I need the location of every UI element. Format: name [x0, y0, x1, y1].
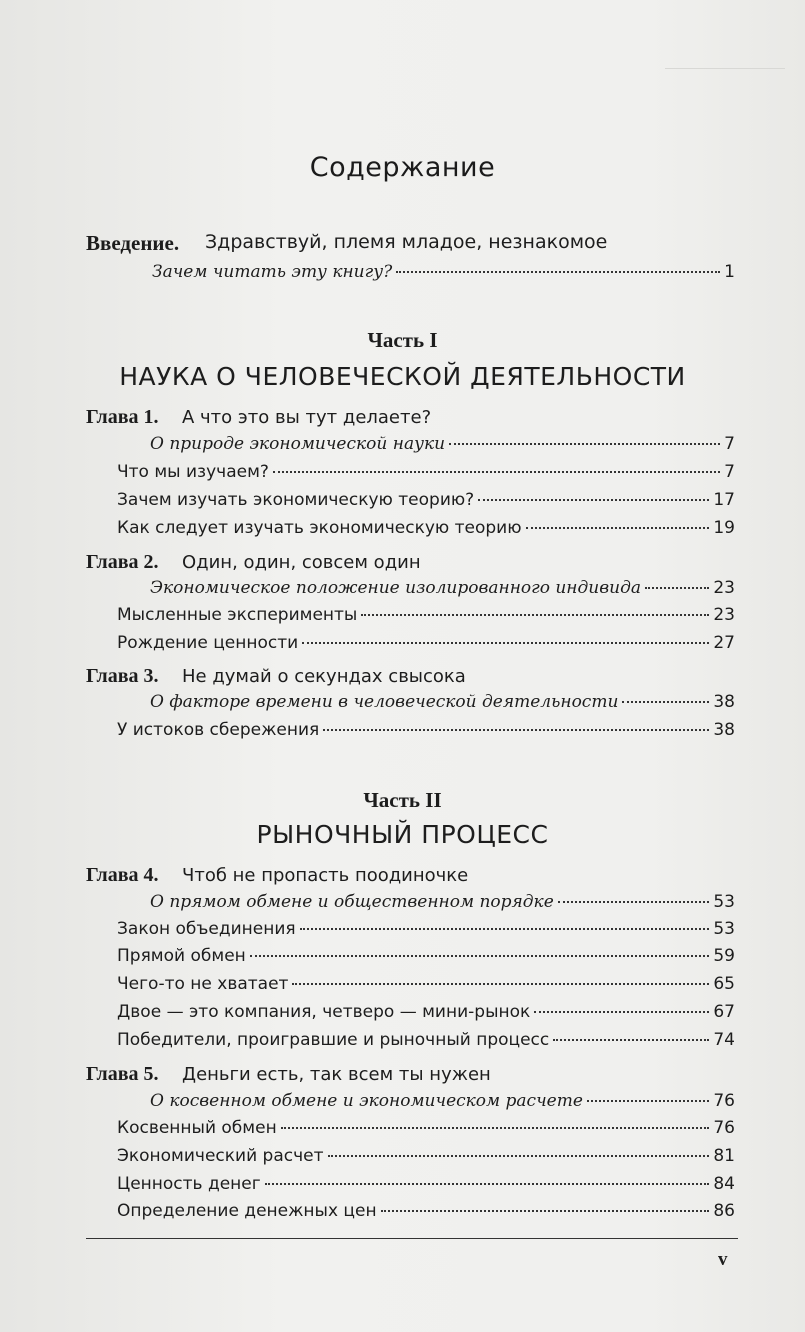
chapter-5-subtitle: О косвенном обмене и экономическом расчете [150, 1091, 583, 1111]
chapter-5-label: Глава 5. [86, 1063, 159, 1085]
part-1-label: Часть I [367, 328, 438, 352]
chapter-1-title: А что это вы тут делаете? [182, 407, 432, 428]
chapter-2-subtitle-entry [150, 578, 735, 598]
page-folio: v [718, 1249, 728, 1270]
toc-entry [117, 1118, 735, 1138]
part-2-title: РЫНОЧНЫЙ ПРОЦЕСС [256, 820, 549, 849]
toc-entry [117, 720, 735, 740]
toc-entry-title: Косвенный обмен [117, 1118, 277, 1138]
toc-entry [117, 490, 735, 510]
toc-entry-title: Закон объединения [117, 919, 296, 939]
chapter-1-subtitle: О природе экономической науки [150, 434, 446, 454]
toc-entry [117, 974, 735, 994]
leader-dots [250, 955, 710, 957]
toc-entry-title: Прямой обмен [117, 946, 246, 966]
chapter-3-subtitle: О факторе времени в человеческой деятельности [150, 692, 619, 712]
page-number: 65 [713, 974, 735, 994]
toc-entry-title: Мысленные эксперименты [117, 605, 358, 625]
page-number: 74 [713, 1030, 735, 1050]
page-number: 86 [713, 1201, 735, 1221]
chapter-4-subtitle: О прямом обмене и общественном порядке [150, 892, 554, 912]
page-number: 17 [713, 490, 735, 510]
intro-title: Здравствуй, племя младое, незнакомое [205, 231, 608, 253]
leader-dots [361, 614, 709, 616]
chapter-5-subtitle-entry [150, 1091, 735, 1111]
toc-entry [117, 1201, 735, 1221]
page-number: 7 [724, 434, 735, 454]
toc-entry-title: У истоков сбережения [117, 720, 320, 740]
part-2-label: Часть II [363, 788, 442, 812]
toc-entry [117, 946, 735, 966]
page-number: 38 [713, 692, 735, 712]
toc-entry [117, 605, 735, 625]
footer-rule [86, 1238, 738, 1239]
chapter-3-title: Не думай о секундах свысока [182, 666, 466, 687]
chapter-3-subtitle-entry [150, 692, 735, 712]
chapter-4-title: Чтоб не пропасть поодиночке [182, 865, 469, 886]
leader-dots [478, 499, 709, 501]
page-number: 23 [713, 605, 735, 625]
page-number: 53 [713, 919, 735, 939]
toc-entry [117, 1174, 735, 1194]
page-number: 27 [713, 633, 735, 653]
leader-dots [273, 471, 720, 473]
toc-entry [117, 518, 735, 538]
toc-entry-title: Экономический расчет [117, 1146, 324, 1166]
chapter-2-title: Один, один, совсем один [182, 552, 421, 573]
intro-label: Введение. [86, 231, 180, 255]
page-number: 81 [713, 1146, 735, 1166]
chapter-1-label: Глава 1. [86, 406, 159, 428]
page-number: 23 [713, 578, 735, 598]
part-1-title: НАУКА О ЧЕЛОВЕЧЕСКОЙ ДЕЯТЕЛЬНОСТИ [119, 362, 686, 391]
leader-dots [558, 901, 710, 903]
page-number: 7 [724, 462, 735, 482]
toc-entry [117, 1002, 735, 1022]
page-number: 59 [713, 946, 735, 966]
page-number: 38 [713, 720, 735, 740]
toc-entry-title: Определение денежных цен [117, 1201, 377, 1221]
page-number: 67 [713, 1002, 735, 1022]
page-number: 76 [713, 1118, 735, 1138]
toc-entry-title: Что мы изучаем? [117, 462, 269, 482]
toc-entry [117, 462, 735, 482]
leader-dots [328, 1155, 710, 1157]
leader-dots [526, 527, 710, 529]
toc-entry-title: Победители, проигравшие и рыночный процесс [117, 1030, 550, 1050]
intro-page-number: 1 [724, 262, 735, 282]
leader-dots [302, 642, 709, 644]
leader-dots [553, 1039, 709, 1041]
leader-dots [645, 587, 709, 589]
page-number: 53 [713, 892, 735, 912]
leader-dots [292, 983, 709, 985]
leader-dots [265, 1183, 710, 1185]
intro-subtitle: Зачем читать эту книгу? [152, 262, 393, 282]
bleed-through-line [665, 68, 785, 70]
chapter-3-label: Глава 3. [86, 665, 159, 687]
page-number: 19 [713, 518, 735, 538]
toc-entry-title: Двое — это компания, четверо — мини-рынок [117, 1002, 531, 1022]
leader-dots [396, 271, 720, 273]
page-title: Содержание [309, 152, 496, 183]
intro-subtitle-entry [152, 262, 735, 282]
leader-dots [449, 443, 720, 445]
toc-entry [117, 1146, 735, 1166]
page-number: 84 [713, 1174, 735, 1194]
leader-dots [622, 701, 709, 703]
leader-dots [281, 1127, 710, 1129]
toc-entry-title: Ценность денег [117, 1174, 261, 1194]
toc-entry-title: Рождение ценности [117, 633, 299, 653]
toc-entry-title: Чего-то не хватает [117, 974, 289, 994]
leader-dots [587, 1100, 709, 1102]
toc-entry-title: Как следует изучать экономическую теорию [117, 518, 522, 538]
chapter-1-subtitle-entry [150, 434, 735, 454]
page-number: 76 [713, 1091, 735, 1111]
chapter-4-label: Глава 4. [86, 864, 159, 886]
leader-dots [323, 729, 709, 731]
toc-entry [117, 919, 735, 939]
chapter-2-label: Глава 2. [86, 551, 159, 573]
toc-entry-title: Зачем изучать экономическую теорию? [117, 490, 475, 510]
leader-dots [381, 1210, 710, 1212]
chapter-4-subtitle-entry [150, 892, 735, 912]
chapter-2-subtitle: Экономическое положение изолированного индивида [150, 578, 641, 598]
toc-entry [117, 633, 735, 653]
chapter-5-title: Деньги есть, так всем ты нужен [182, 1064, 491, 1085]
leader-dots [300, 928, 710, 930]
leader-dots [534, 1011, 709, 1013]
toc-entry [117, 1030, 735, 1050]
